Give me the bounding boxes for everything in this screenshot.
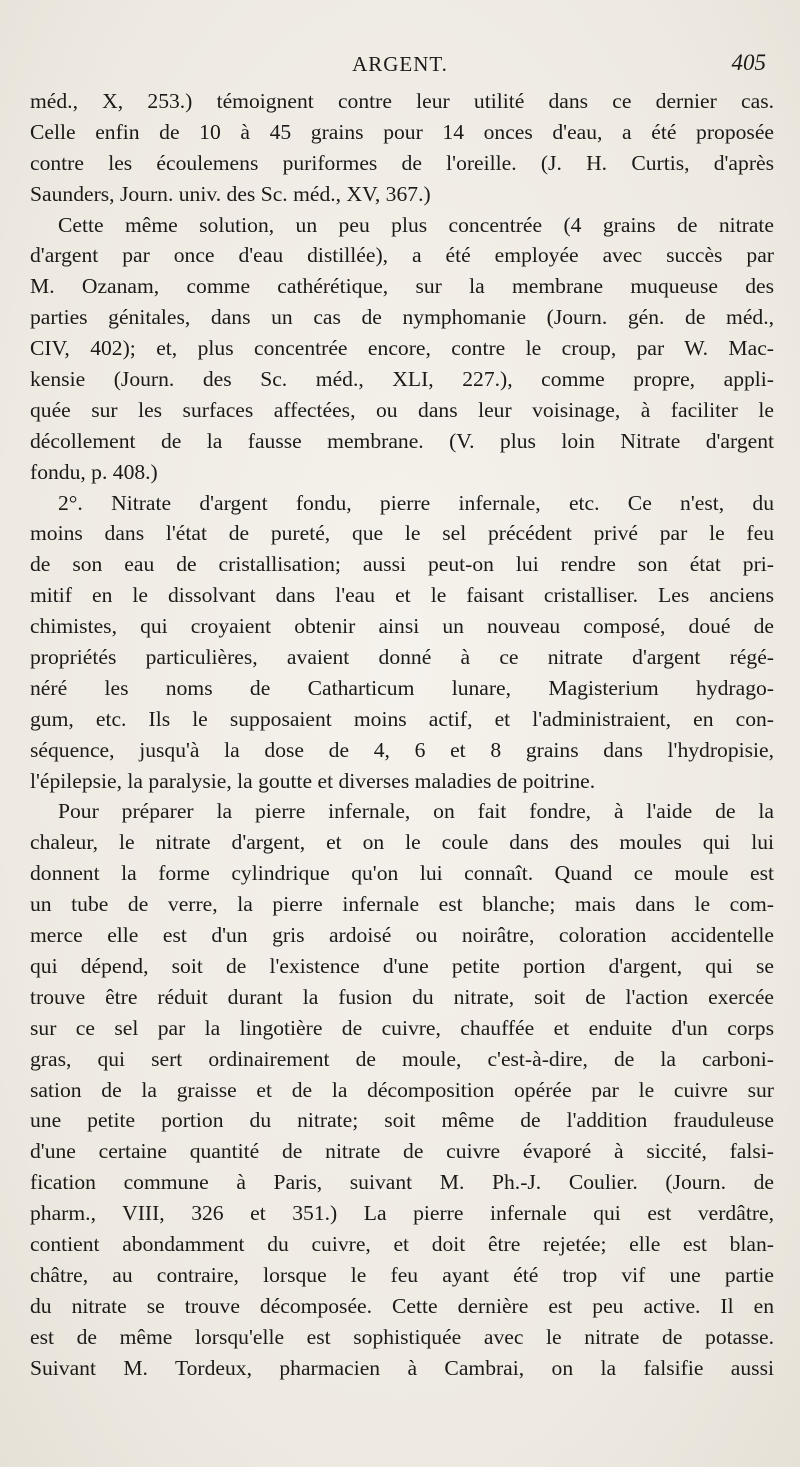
text-line: châtre, au contraire, lorsque le feu ayant été trop vif une partie: [30, 1262, 774, 1287]
text-line: qui dépend, soit de l'existence d'une petite portion d'argent, qui se: [30, 953, 774, 978]
text-line: M. Ozanam, comme cathérétique, sur la membrane muqueuse des: [30, 274, 774, 299]
text-line: sation de la graisse et de la décomposition opérée par le cuivre sur: [30, 1077, 774, 1102]
text-line: Pour préparer la pierre infernale, on fait fondre, à l'aide de la: [58, 799, 774, 824]
text-line: méd., X, 253.) témoignent contre leur utilité dans ce dernier cas.: [30, 89, 774, 113]
text-line: Saunders, Journ. univ. des Sc. méd., XV, 367.): [30, 181, 431, 206]
text-line: contre les écoulemens puriformes de l'oreille. (J. H. Curtis, d'après: [30, 150, 774, 175]
text-line: donnent la forme cylindrique qu'on lui connaît. Quand ce moule est: [30, 861, 774, 886]
text-line: pharm., VIII, 326 et 351.) La pierre infernale qui est verdâtre,: [30, 1201, 774, 1226]
text-line: de son eau de cristallisation; aussi peut-on lui rendre son état pri-: [30, 552, 774, 577]
text-line: parties génitales, dans un cas de nymphomanie (Journ. gén. de méd.,: [30, 305, 774, 330]
text-line: fondu, p. 408.): [30, 459, 158, 484]
text-line: quée sur les surfaces affectées, ou dans leur voisinage, à faciliter le: [30, 397, 774, 422]
text-line: mitif en le dissolvant dans l'eau et le faisant cristalliser. Les anciens: [30, 583, 774, 608]
text-line: l'épilepsie, la paralysie, la goutte et diverses maladies de poitrine.: [30, 768, 596, 793]
page-number: 405: [731, 50, 766, 75]
text-line: gum, etc. Ils le supposaient moins actif, et l'administraient, en con-: [30, 706, 774, 731]
text-line: moins dans l'état de pureté, que le sel précédent privé par le feu: [30, 521, 774, 546]
text-line: d'argent par once d'eau distillée), a été employée avec succès par: [30, 243, 774, 268]
text-line: CIV, 402); et, plus concentrée encore, contre le croup, par W. Mac-: [30, 336, 774, 361]
text-line: trouve être réduit durant la fusion du nitrate, soit de l'action exercée: [30, 984, 774, 1009]
text-line: est de même lorsqu'elle est sophistiquée avec le nitrate de potasse.: [30, 1324, 774, 1349]
body-text: [30, 86, 774, 1383]
text-line: merce elle est d'un gris ardoisé ou noirâtre, coloration accidentelle: [30, 923, 774, 948]
running-head: ARGENT.: [352, 52, 448, 76]
text-line: chaleur, le nitrate d'argent, et on le coule dans des moules qui lui: [30, 830, 774, 855]
text-line: une petite portion du nitrate; soit même de l'addition frauduleuse: [30, 1108, 774, 1133]
text-line: Cette même solution, un peu plus concentrée (4 grains de nitrate: [58, 212, 774, 237]
text-line: Suivant M. Tordeux, pharmacien à Cambrai, on la falsifie aussi: [30, 1355, 774, 1380]
text-line: d'une certaine quantité de nitrate de cuivre évaporé à siccité, falsi-: [30, 1139, 774, 1164]
text-line: séquence, jusqu'à la dose de 4, 6 et 8 grains dans l'hydropisie,: [30, 737, 774, 762]
text-line: sur ce sel par la lingotière de cuivre, chauffée et enduite d'un corps: [30, 1015, 774, 1040]
text-line: kensie (Journ. des Sc. méd., XLI, 227.), comme propre, appli-: [30, 367, 774, 392]
text-line: un tube de verre, la pierre infernale est blanche; mais dans le com-: [30, 892, 774, 917]
text-line: contient abondamment du cuivre, et doit être rejetée; elle est blan-: [30, 1231, 774, 1256]
text-line: néré les noms de Catharticum lunare, Magisterium hydrago-: [30, 675, 774, 700]
text-line: du nitrate se trouve décomposée. Cette dernière est peu active. Il en: [30, 1293, 774, 1318]
text-line: décollement de la fausse membrane. (V. plus loin Nitrate d'argent: [30, 428, 774, 453]
text-line: propriétés particulières, avaient donné à ce nitrate d'argent régé-: [30, 645, 774, 670]
text-line: 2°. Nitrate d'argent fondu, pierre infernale, etc. Ce n'est, du: [58, 490, 774, 515]
text-line: chimistes, qui croyaient obtenir ainsi un nouveau composé, doué de: [30, 614, 774, 639]
text-line: fication commune à Paris, suivant M. Ph.-J. Coulier. (Journ. de: [30, 1170, 774, 1195]
text-line: gras, qui sert ordinairement de moule, c'est-à-dire, de la carboni-: [30, 1046, 774, 1071]
text-line: Celle enfin de 10 à 45 grains pour 14 onces d'eau, a été proposée: [30, 119, 774, 144]
page-header: [0, 50, 800, 80]
